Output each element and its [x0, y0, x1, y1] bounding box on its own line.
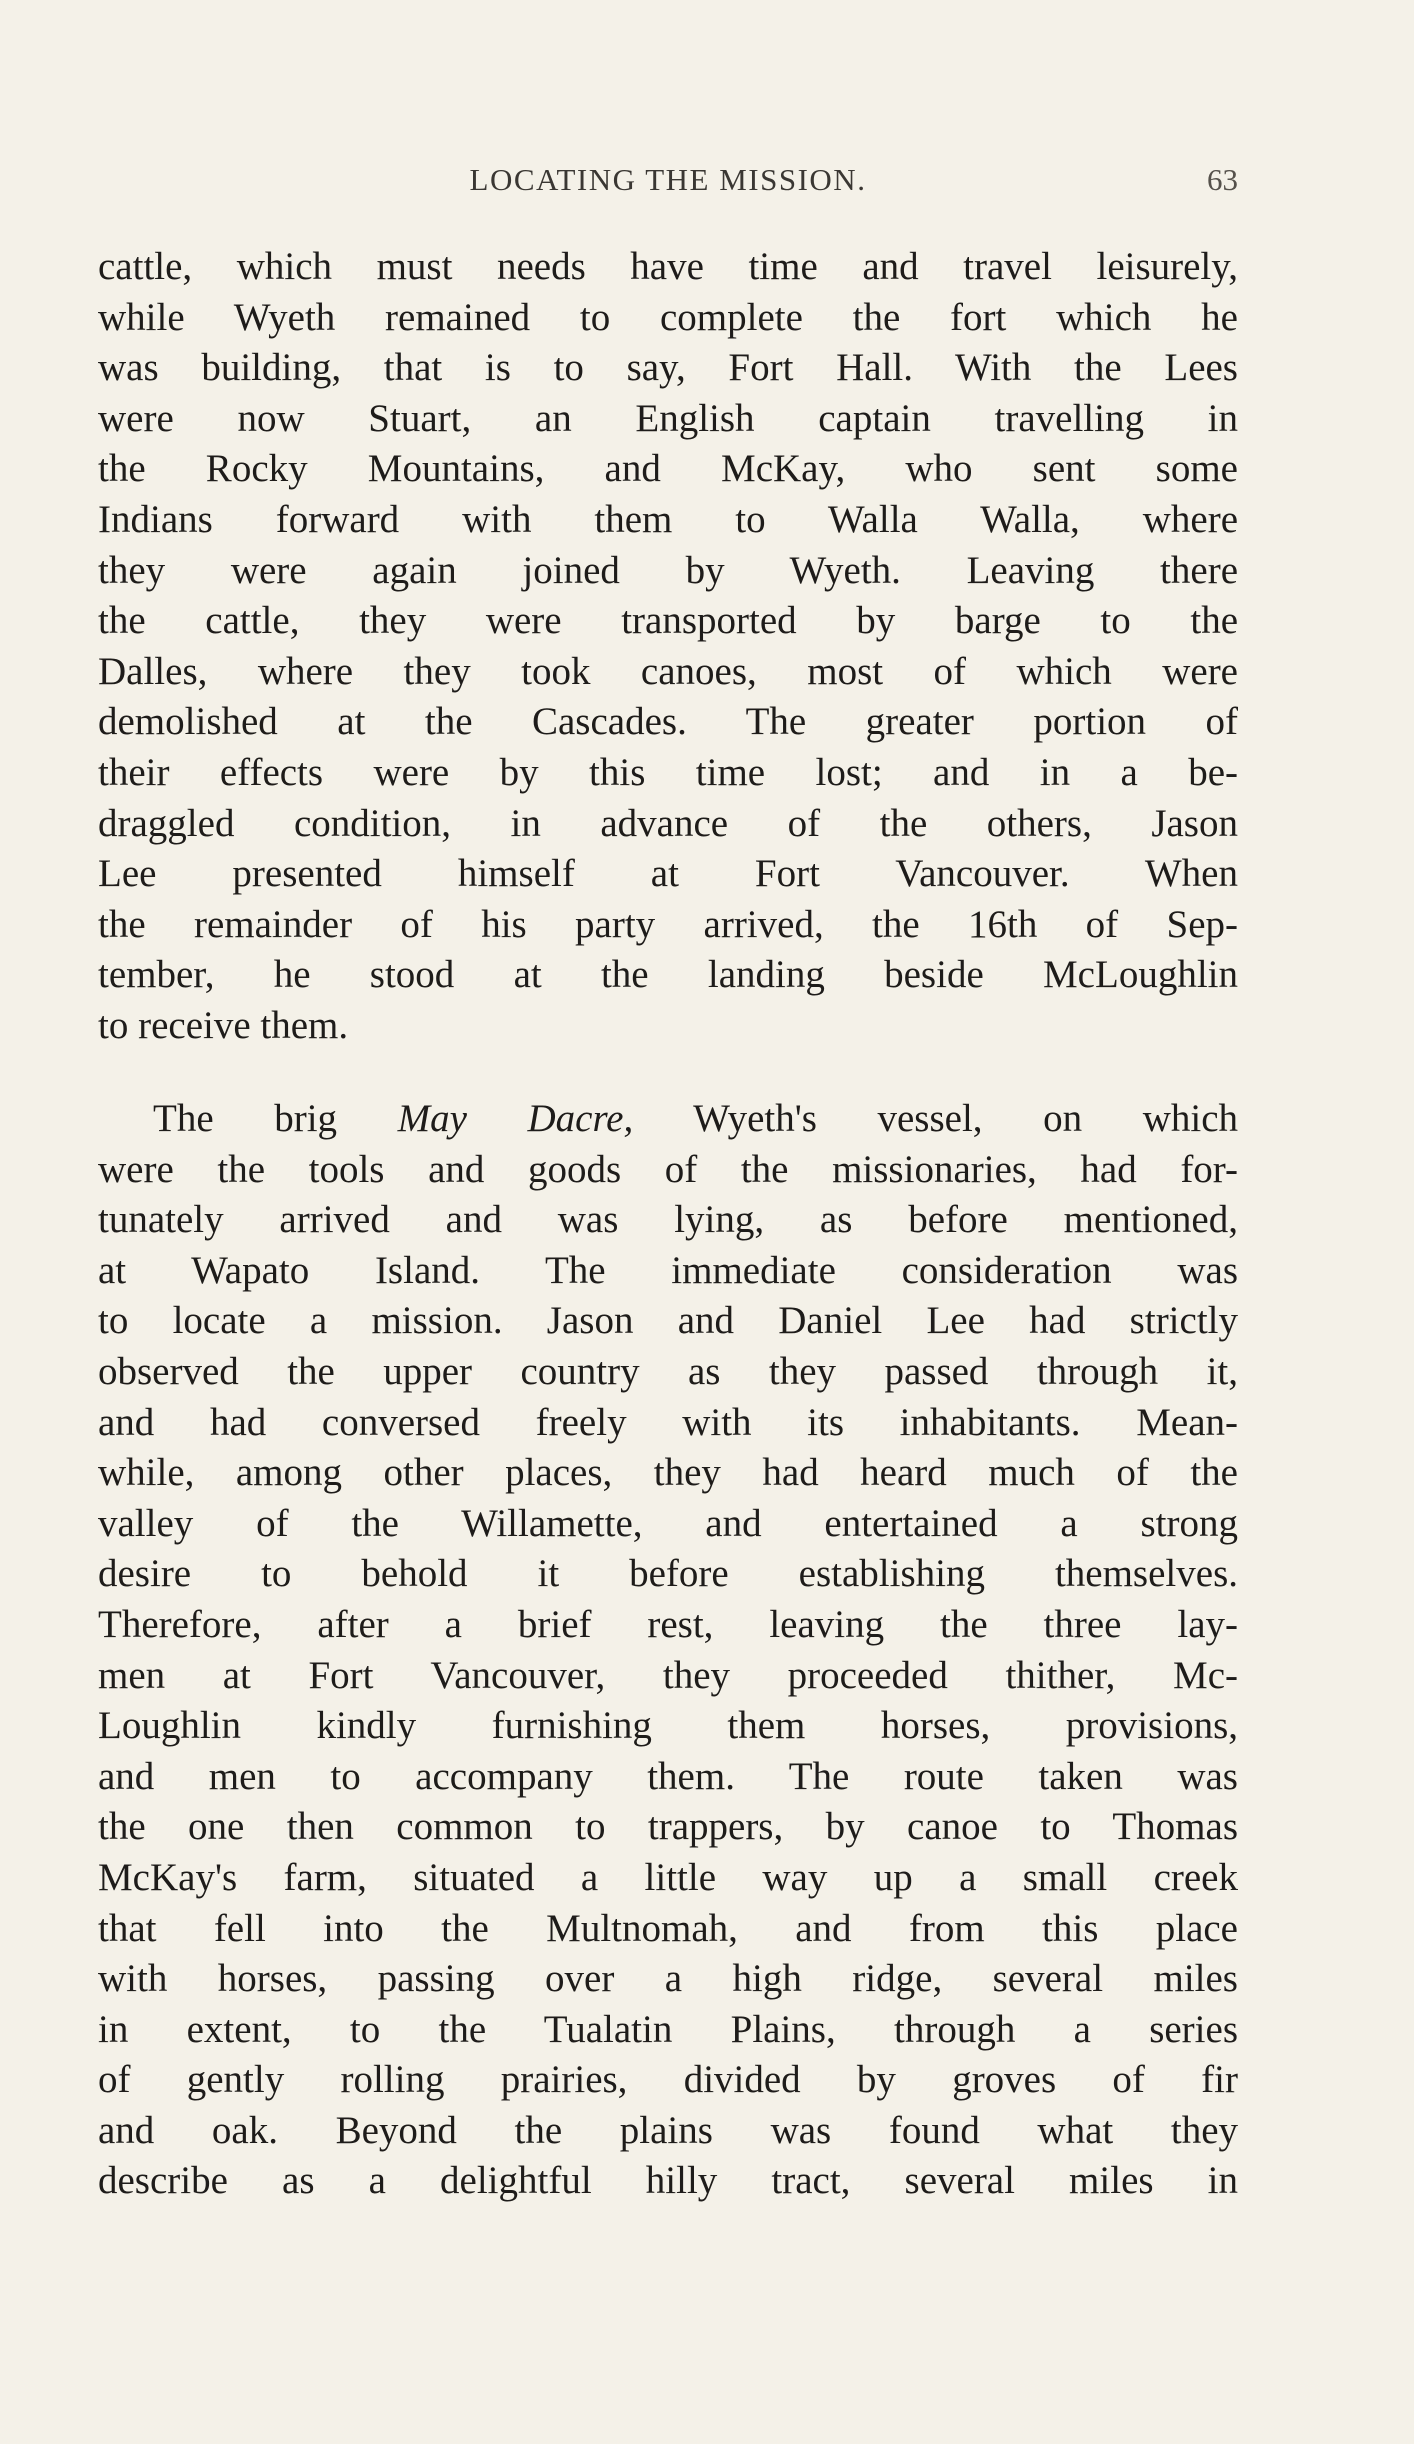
text-line: the one then common to trappers, by canoe to Thomas — [98, 1805, 1238, 1849]
text-line: McKay's farm, situated a little way up a small creek — [98, 1855, 1238, 1899]
text-line: desire to behold it before establishing themselves. — [98, 1552, 1238, 1596]
paragraph-2 — [98, 1094, 1238, 2207]
text-line: and had conversed freely with its inhabitants. Mean- — [98, 1400, 1238, 1444]
text-line: Therefore, after a brief rest, leaving the three lay- — [98, 1602, 1238, 1646]
text-line: at Wapato Island. The immediate consideration was — [98, 1248, 1238, 1292]
text-line: and men to accompany them. The route taken was — [98, 1754, 1238, 1798]
text-line: the cattle, they were transported by barge to the — [98, 599, 1238, 643]
text-line: Indians forward with them to Walla Walla, where — [98, 497, 1238, 541]
page-number: 63 — [1207, 162, 1238, 197]
text-line: while Wyeth remained to complete the fort which he — [98, 295, 1238, 339]
text-line: tember, he stood at the landing beside McLoughlin — [98, 953, 1238, 997]
vessel-name: May Dacre, — [397, 1097, 634, 1140]
text-line: of gently rolling prairies, divided by groves of fir — [98, 2058, 1238, 2102]
text-line: the remainder of his party arrived, the 16th of Sep- — [98, 902, 1238, 946]
text-line: with horses, passing over a high ridge, several miles — [98, 1957, 1238, 2001]
text-line: Lee presented himself at Fort Vancouver. When — [98, 852, 1238, 896]
running-title: LOCATING THE MISSION. — [469, 162, 867, 197]
text-line: valley of the Willamette, and entertained a strong — [98, 1501, 1238, 1545]
text-line-first — [98, 1094, 1238, 1145]
text-line: they were again joined by Wyeth. Leaving there — [98, 548, 1238, 592]
text-line: their effects were by this time lost; and in a be- — [98, 750, 1238, 794]
text-line: men at Fort Vancouver, they proceeded thither, Mc- — [98, 1653, 1238, 1697]
text-line: were the tools and goods of the missionaries, had for- — [98, 1147, 1238, 1191]
text-line-last: to receive them. — [98, 1003, 349, 1047]
text-line: draggled condition, in advance of the others, Jason — [98, 801, 1238, 845]
text-line: describe as a delightful hilly tract, several miles in — [98, 2159, 1238, 2203]
text-line: and oak. Beyond the plains was found what they — [98, 2108, 1238, 2152]
text-line: to locate a mission. Jason and Daniel Lee had strictly — [98, 1299, 1238, 1343]
text-line: Dalles, where they took canoes, most of which were — [98, 649, 1238, 693]
text-line: while, among other places, they had heard much of the — [98, 1451, 1238, 1495]
text-fragment: The brig — [153, 1097, 398, 1140]
text-line: was building, that is to say, Fort Hall. With the Lees — [98, 346, 1238, 390]
text-line: demolished at the Cascades. The greater portion of — [98, 700, 1238, 744]
running-head — [98, 162, 1238, 206]
text-line: in extent, to the Tualatin Plains, through a series — [98, 2007, 1238, 2051]
text-fragment: Wyeth's vessel, on which — [633, 1097, 1238, 1140]
text-line: Loughlin kindly furnishing them horses, provisions, — [98, 1704, 1238, 1748]
text-line: were now Stuart, an English captain travelling in — [98, 396, 1238, 440]
text-line: cattle, which must needs have time and travel leisurely, — [98, 245, 1238, 288]
text-line: the Rocky Mountains, and McKay, who sent some — [98, 447, 1238, 491]
text-line: tunately arrived and was lying, as before mentioned, — [98, 1198, 1238, 1242]
text-line: observed the upper country as they passed through it, — [98, 1349, 1238, 1393]
paragraph-1 — [98, 242, 1238, 1052]
text-line: that fell into the Multnomah, and from this place — [98, 1906, 1238, 1950]
